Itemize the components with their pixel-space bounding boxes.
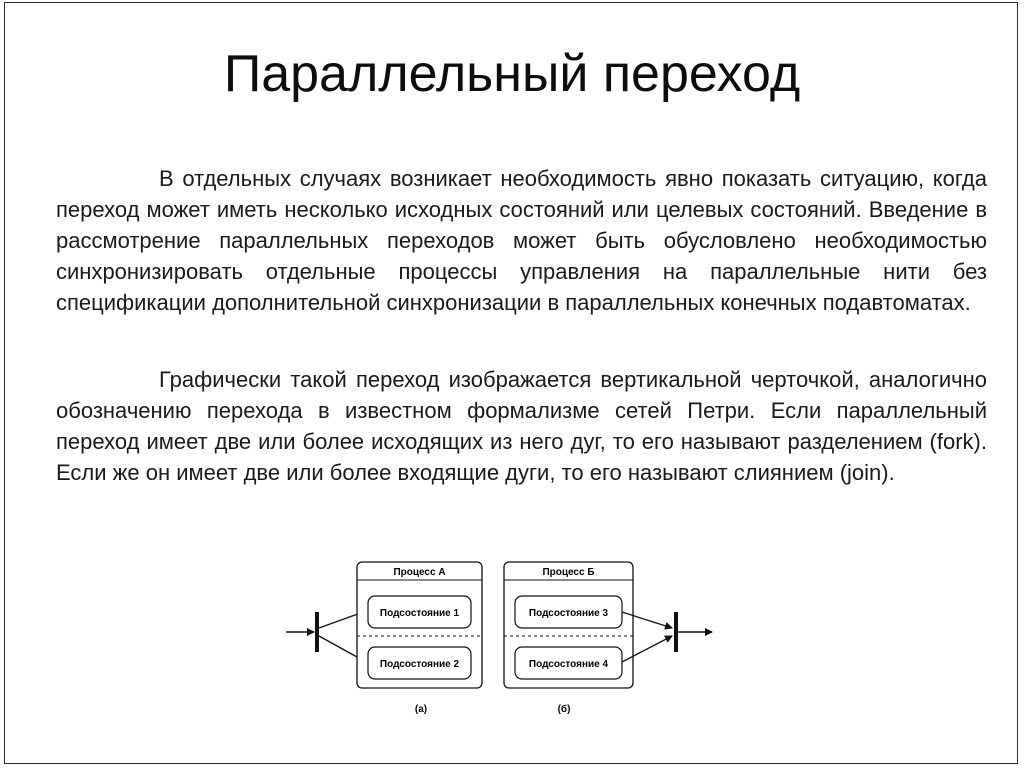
parallel-transition-diagram	[280, 554, 720, 724]
process-a-box	[357, 562, 482, 688]
process-a-title: Процесс А	[393, 567, 446, 578]
fork-diagram	[286, 562, 482, 715]
paragraph-2-text: Графически такой переход изображается вертикальной черточкой, аналогично обозначению перехода в известном формализме сетей Петри. Если параллельный переход имеет две или более исходящих из него дуг, то его называют разделением (fork). Если же он имеет две или более входящие дуги, то его называют слиянием (join).	[56, 367, 987, 485]
join-diagram	[504, 562, 712, 715]
substate-3-label: Подсостояние 3	[528, 608, 609, 619]
substate-2-label: Подсостояние 2	[379, 659, 460, 670]
paragraph-1-text: В отдельных случаях возникает необходимость явно показать ситуацию, когда переход может иметь несколько исходных состояний или целевых состояний. Введение в рассмотрение параллельных переходов может быть обусловлено необходимостью синхронизировать отдельные процессы управления на параллельные нити без спецификации дополнительной синхронизации в параллельных конечных подавтоматах.	[56, 166, 987, 315]
page-title: Параллельный переход	[223, 45, 801, 103]
paragraph-1	[56, 163, 987, 318]
substate-4-label: Подсостояние 4	[528, 659, 609, 670]
paragraph-2	[56, 364, 987, 488]
caption-a: (а)	[414, 704, 428, 715]
substate-1-label: Подсостояние 1	[379, 608, 460, 619]
process-b-title: Процесс Б	[542, 567, 595, 578]
caption-b: (б)	[557, 704, 571, 715]
process-b-box	[504, 562, 633, 688]
